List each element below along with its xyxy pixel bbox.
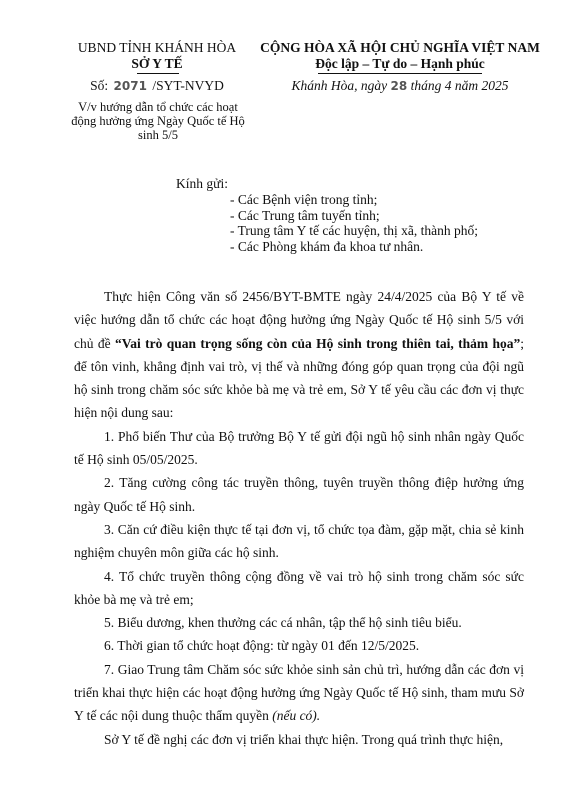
intro-text-b: ; để tôn vinh, khẳng định vai trò, vị thế và những đóng góp quan trọng của đội ngũ hộ sinh trong chăm sóc sức khỏe bà mẹ và trẻ em, Sở Y tế yêu cầu các đơn vị thực hiện nội dung sau: <box>74 335 525 421</box>
item7-note: (nếu có). <box>272 708 321 724</box>
body-item: 3. Căn cứ điều kiện thực tế tại đơn vị, tổ chức tọa đàm, gặp mặt, chia sẻ kinh nghiệm chuyên môn giữa các hộ sinh. <box>74 521 524 561</box>
body-item: 4. Tổ chức truyền thông cộng đồng về vai trò hộ sinh trong chăm sóc sức khỏe bà mẹ và trẻ em; <box>74 568 524 607</box>
date-day: 28 <box>390 79 408 93</box>
doc-number-suffix: /SYT-NVYD <box>152 78 224 93</box>
intro-paragraph <box>74 285 524 425</box>
date-prefix: Khánh Hòa, ngày <box>291 78 388 93</box>
date-suffix: tháng 4 năm 2025 <box>410 78 509 93</box>
body-item: 1. Phổ biến Thư của Bộ trưởng Bộ Y tế gửi đội ngũ hộ sinh nhân ngày Quốc tế Hộ sinh 05/05/2025. <box>74 428 524 468</box>
doc-date <box>245 78 555 94</box>
org-name: UBND TỈNH KHÁNH HÒA <box>77 40 237 55</box>
national-motto: Độc lập – Tự do – Hạnh phúc <box>315 56 485 71</box>
document-body <box>74 285 524 751</box>
recipients-list <box>176 192 478 254</box>
body-item: 5. Biểu dương, khen thưởng các cá nhân, tập thể hộ sinh tiêu biểu. <box>104 615 462 631</box>
recipient-item: - Các Bệnh viện trong tỉnh; <box>230 192 378 207</box>
dept-underline <box>137 73 179 74</box>
closing-paragraph: Sở Y tế đề nghị các đơn vị triển khai thực hiện. Trong quá trình thực hiện, <box>104 731 504 747</box>
body-item: 6. Thời gian tổ chức hoạt động: từ ngày 01 đến 12/5/2025. <box>104 638 420 654</box>
recipients-label: Kính gửi: <box>176 176 228 191</box>
recipients-block <box>176 176 478 254</box>
theme-text: “Vai trò quan trọng sống còn của Hộ sinh trong thiên tai, thảm họa” <box>114 335 521 351</box>
doc-number: 2071 <box>113 79 147 93</box>
item7-text: 7. Giao Trung tâm Chăm sóc sức khỏe sinh sản chủ trì, hướng dẫn các đơn vị triển khai thực hiện các hoạt động hưởng ứng Ngày Quốc tế Hộ sinh, tham mưu Sở Y tế các nội dung thuộc thẩm quyền <box>74 661 524 724</box>
national-title: CỘNG HÒA XÃ HỘI CHỦ NGHĨA VIỆT NAM <box>260 40 540 55</box>
doc-subject: V/v hướng dẫn tổ chức các hoạt động hưởng ứng Ngày Quốc tế Hộ sinh 5/5 <box>71 100 245 142</box>
dept-name: SỞ Y TẾ <box>131 56 183 71</box>
recipient-item: - Trung tâm Y tế các huyện, thị xã, thành phố; <box>230 223 478 238</box>
document-header <box>0 40 570 150</box>
motto-underline <box>318 73 482 74</box>
body-item <box>74 658 524 728</box>
doc-number-line <box>52 78 262 94</box>
recipient-item: - Các Trung tâm tuyến tỉnh; <box>230 207 380 223</box>
body-item: 2. Tăng cường công tác truyền thông, tuyên truyền thông điệp hưởng ứng ngày Quốc tế Hộ sinh. <box>74 475 524 514</box>
doc-number-prefix: Số: <box>90 78 109 93</box>
recipient-item: - Các Phòng khám đa khoa tư nhân. <box>230 238 424 254</box>
intro-text-a: Thực hiện Công văn số 2456/BYT-BMTE ngày 24/4/2025 của Bộ Y tế về việc hướng dẫn tổ chức các hoạt động hưởng ứng Ngày Quốc tế Hộ sinh 5/5 với chủ đề <box>74 289 524 351</box>
